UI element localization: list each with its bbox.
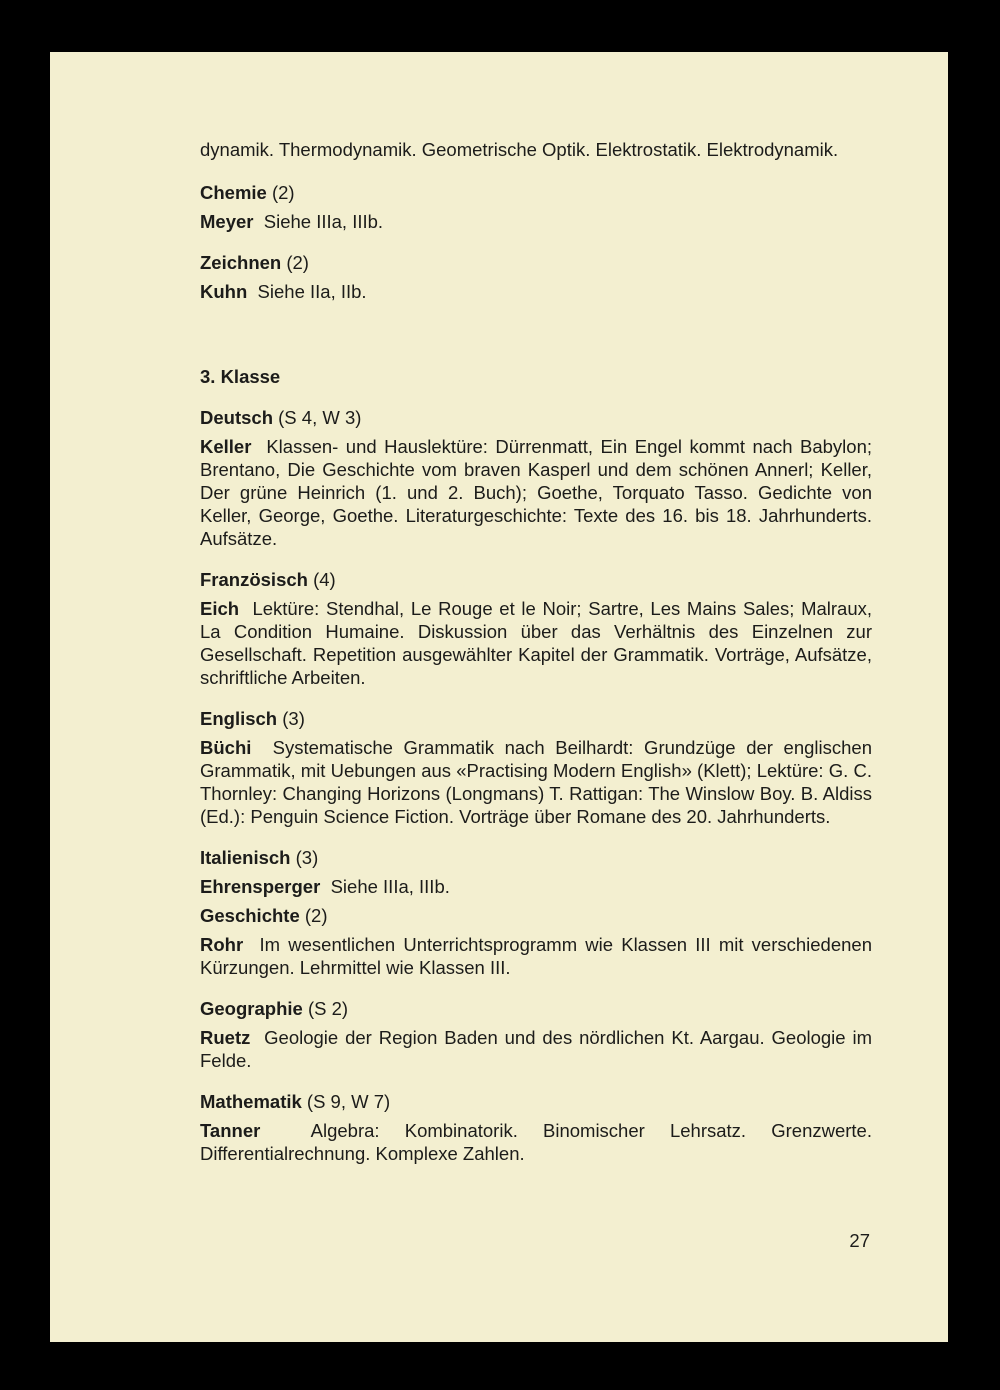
document-page — [50, 52, 948, 1342]
entry-text: Systematische Grammatik nach Beilhardt: Grundzüge der englischen Grammatik, mit Uebungen aus «Practising Modern English» (Klett); Lektüre: G. C. Thornley: Changing Horizons (Longmans) T. Rattigan: The Winslow Boy. B. Aldiss (Ed.): Penguin Science Fiction. Vorträge über Romane des 20. Jahrhunderts. — [200, 737, 872, 827]
page-number: 27 — [849, 1230, 870, 1251]
subject-hours: (3) — [282, 708, 305, 729]
subject-hours: (4) — [313, 569, 336, 590]
subject-name: Italienisch — [200, 847, 291, 868]
entry-text: Siehe IIIa, IIIb. — [263, 211, 384, 232]
subject-name: Geschichte — [200, 905, 300, 926]
subject-hours: (S 4, W 3) — [278, 407, 362, 428]
subject-heading-deutsch — [200, 406, 872, 429]
subject-heading-englisch — [200, 707, 872, 730]
entry-text: Klassen- und Hauslektüre: Dürrenmatt, Ein Engel kommt nach Babylon; Brentano, Die Geschichte vom braven Kasperl und dem schönen Annerl; Keller, Der grüne Heinrich (1. und 2. Buch); Goethe, Torquato Tasso. Gedichte von Keller, George, Goethe. Literaturgeschichte: Texte des 16. bis 18. Jahrhunderts. Aufsätze. — [200, 436, 873, 549]
subject-entry-mathematik — [200, 1119, 872, 1165]
teacher-name: Keller — [200, 436, 252, 457]
teacher-name: Ehrensperger — [200, 876, 321, 897]
entry-text: Geologie der Region Baden und des nördlichen Kt. Aargau. Geologie im Felde. — [200, 1027, 872, 1071]
subject-entry-geographie — [200, 1026, 872, 1072]
teacher-name: Rohr — [200, 934, 244, 955]
page-content — [200, 138, 872, 1165]
subject-heading-geschichte — [200, 904, 872, 927]
teacher-name: Eich — [200, 598, 240, 619]
teacher-name: Meyer — [200, 211, 254, 232]
subject-heading-mathematik — [200, 1090, 872, 1113]
entry-text: Algebra: Kombinatorik. Binomischer Lehrsatz. Grenzwerte. Differentialrechnung. Komplexe Zahlen. — [200, 1120, 872, 1164]
entry-text: Siehe IIIa, IIIb. — [330, 876, 450, 897]
intro-paragraph: dynamik. Thermodynamik. Geometrische Optik. Elektrostatik. Elektrodynamik. — [200, 139, 839, 160]
subject-name: Deutsch — [200, 407, 273, 428]
subject-entry-englisch — [200, 736, 872, 828]
subject-entry-franzoesisch — [200, 597, 872, 689]
subject-entry-chemie — [200, 210, 872, 233]
entry-text: Siehe IIa, IIb. — [257, 281, 367, 302]
entry-text: Lektüre: Stendhal, Le Rouge et le Noir; Sartre, Les Mains Sales; Malraux, La Condition Humaine. Diskussion über das Verhältnis des Einzelnen zur Gesellschaft. Repetition ausgewählter Kapitel der Grammatik. Vorträge, Aufsätze, schriftliche Arbeiten. — [200, 598, 873, 688]
subject-hours: (3) — [295, 847, 319, 868]
subject-hours: (2) — [286, 252, 309, 273]
subject-name: Zeichnen — [200, 252, 282, 273]
subject-name: Französisch — [200, 569, 308, 590]
teacher-name: Kuhn — [200, 281, 248, 302]
subject-entry-zeichnen — [200, 280, 872, 303]
teacher-name: Tanner — [200, 1120, 261, 1141]
subject-hours: (S 9, W 7) — [306, 1091, 391, 1112]
subject-hours: (S 2) — [307, 998, 349, 1019]
class-heading: 3. Klasse — [200, 366, 281, 387]
teacher-name: Büchi — [200, 737, 252, 758]
subject-entry-deutsch — [200, 435, 872, 550]
subject-heading-zeichnen — [200, 251, 872, 274]
subject-heading-italienisch — [200, 846, 872, 869]
teacher-name: Ruetz — [200, 1027, 251, 1048]
subject-heading-geographie — [200, 997, 872, 1020]
subject-heading-chemie — [200, 181, 872, 204]
entry-text: Im wesentlichen Unterrichtsprogramm wie Klassen III mit verschiedenen Kürzungen. Lehrmittel wie Klassen III. — [200, 934, 872, 978]
subject-entry-geschichte — [200, 933, 872, 979]
subject-hours: (2) — [304, 905, 328, 926]
subject-name: Mathematik — [200, 1091, 302, 1112]
subject-heading-franzoesisch — [200, 568, 872, 591]
subject-hours: (2) — [271, 182, 295, 203]
subject-name: Englisch — [200, 708, 278, 729]
subject-name: Geographie — [200, 998, 303, 1019]
subject-name: Chemie — [200, 182, 267, 203]
subject-entry-italienisch — [200, 875, 872, 898]
